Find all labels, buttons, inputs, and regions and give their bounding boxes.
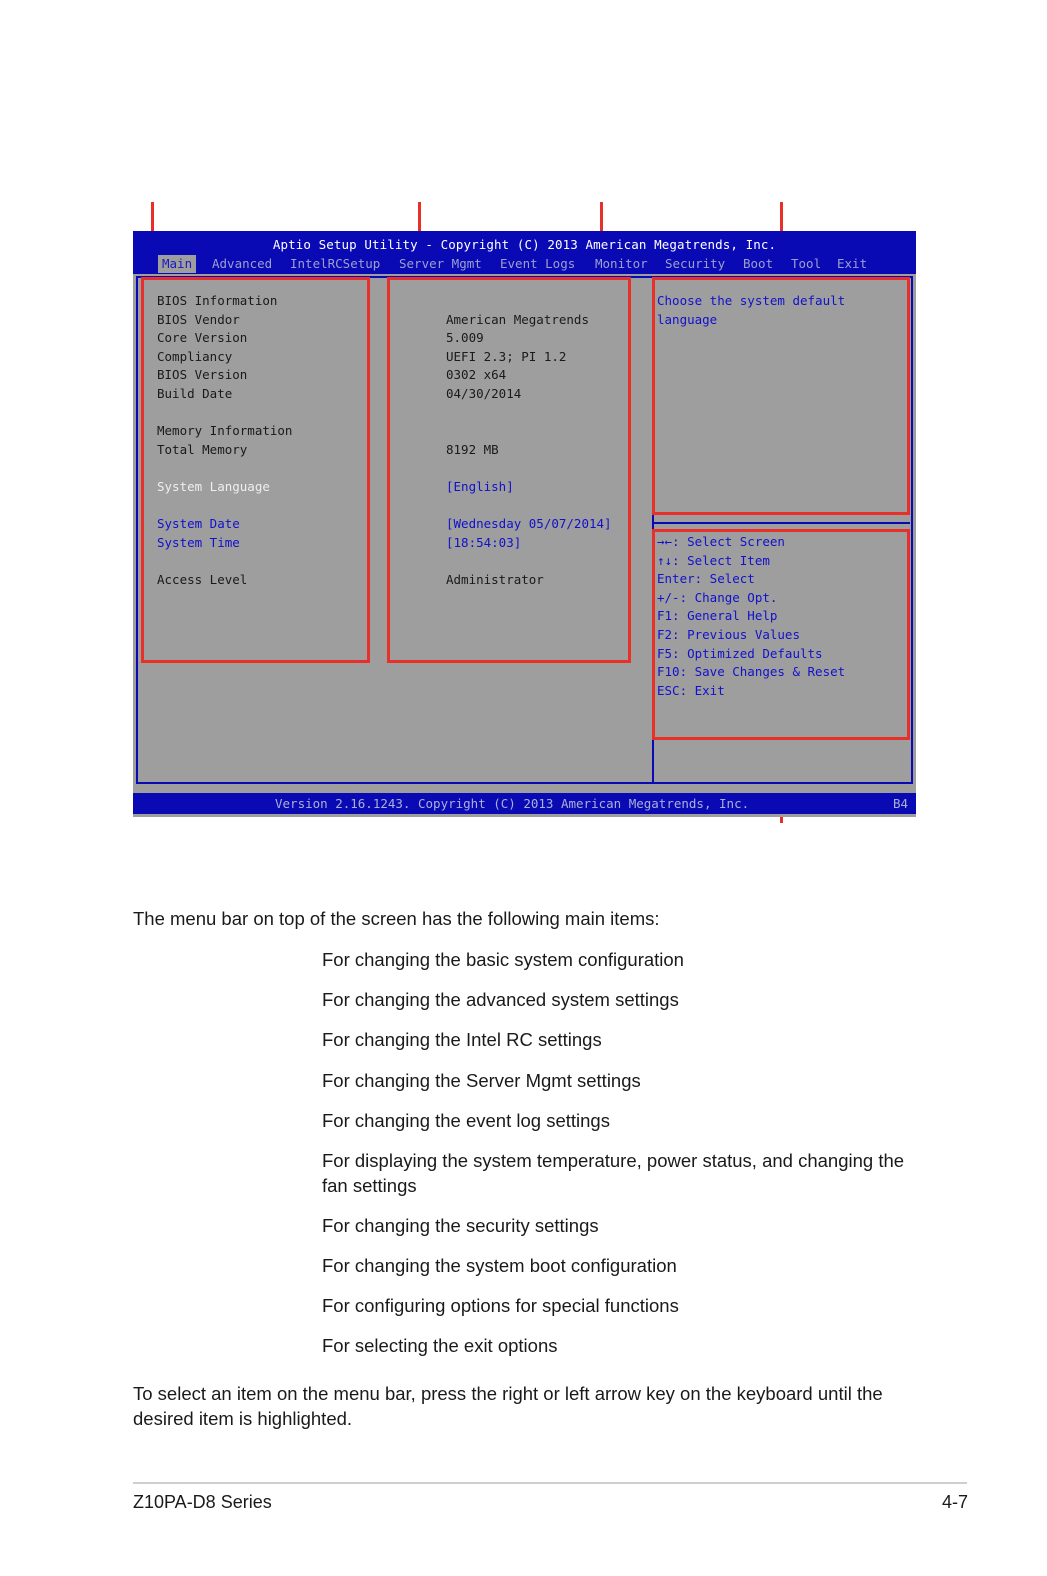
value-system-language[interactable]: [English] xyxy=(446,479,514,494)
value-build-date: 04/30/2014 xyxy=(446,386,522,401)
key-optimized-defaults: F5: Optimized Defaults xyxy=(657,646,823,661)
value-system-date[interactable]: [Wednesday 05/07/2014] xyxy=(446,516,612,531)
key-esc-exit: ESC: Exit xyxy=(657,683,725,698)
desc-boot: For changing the system boot configuration xyxy=(322,1255,677,1276)
label-core-version: Core Version xyxy=(157,330,248,345)
tab-boot[interactable]: Boot xyxy=(743,256,774,271)
bios-menu-bar xyxy=(133,253,916,274)
desc-intelrcsetup: For changing the Intel RC settings xyxy=(322,1029,602,1050)
footer-model: Z10PA-D8 Series xyxy=(133,1492,272,1512)
item-system-language[interactable]: System Language xyxy=(157,479,270,494)
tab-security[interactable]: Security xyxy=(665,256,726,271)
key-save-reset: F10: Save Changes & Reset xyxy=(657,664,846,679)
desc-main: For changing the basic system configuration xyxy=(322,949,684,970)
bios-title: Aptio Setup Utility - Copyright (C) 2013 American Megatrends, Inc. xyxy=(133,231,916,253)
value-compliancy: UEFI 2.3; PI 1.2 xyxy=(446,349,567,364)
item-system-date[interactable]: System Date xyxy=(157,516,240,531)
callout-box-help xyxy=(652,277,910,515)
tab-server-mgmt[interactable]: Server Mgmt xyxy=(399,256,482,271)
label-bios-information: BIOS Information xyxy=(157,293,278,308)
desc-server-mgmt: For changing the Server Mgmt settings xyxy=(322,1070,641,1091)
tab-event-logs[interactable]: Event Logs xyxy=(500,256,576,271)
callout-box-nav-keys xyxy=(652,529,910,740)
footer-divider xyxy=(133,1482,967,1484)
value-core-version: 5.009 xyxy=(446,330,484,345)
desc-monitor: For displaying the system temperature, power status, and changing the fan settings xyxy=(322,1150,905,1196)
label-total-memory: Total Memory xyxy=(157,442,248,457)
tab-monitor[interactable]: Monitor xyxy=(595,256,648,271)
help-text-line-1: Choose the system default xyxy=(657,293,846,308)
key-previous-values: F2: Previous Values xyxy=(657,627,800,642)
key-select-item: ↑↓: Select Item xyxy=(657,553,770,568)
label-bios-version: BIOS Version xyxy=(157,367,248,382)
key-general-help: F1: General Help xyxy=(657,608,778,623)
desc-advanced: For changing the advanced system settings xyxy=(322,989,679,1010)
value-total-memory: 8192 MB xyxy=(446,442,499,457)
tab-advanced[interactable]: Advanced xyxy=(212,256,273,271)
bios-footer xyxy=(133,793,916,814)
label-build-date: Build Date xyxy=(157,386,233,401)
callout-box-values xyxy=(387,277,631,663)
desc-security: For changing the security settings xyxy=(322,1215,599,1236)
tab-tool[interactable]: Tool xyxy=(791,256,822,271)
outro-text: To select an item on the menu bar, press the right or left arrow key on the keyboard until the desired item is highlighted. xyxy=(133,1383,883,1429)
footer-page-number: 4-7 xyxy=(942,1492,969,1512)
label-memory-information: Memory Information xyxy=(157,423,293,438)
key-change-opt: +/-: Change Opt. xyxy=(657,590,778,605)
value-access-level: Administrator xyxy=(446,572,544,587)
label-access-level: Access Level xyxy=(157,572,248,587)
intro-text: The menu bar on top of the screen has the following main items: xyxy=(133,908,660,929)
desc-exit: For selecting the exit options xyxy=(322,1335,558,1356)
bios-footer-version: Version 2.16.1243. Copyright (C) 2013 American Megatrends, Inc. xyxy=(275,796,750,811)
help-panel-hline xyxy=(654,522,910,524)
tab-exit[interactable]: Exit xyxy=(837,256,868,271)
item-system-time[interactable]: System Time xyxy=(157,535,240,550)
desc-tool: For configuring options for special functions xyxy=(322,1295,679,1316)
callout-box-menu-items xyxy=(141,277,370,663)
key-enter-select: Enter: Select xyxy=(657,571,755,586)
help-text-line-2: language xyxy=(657,312,718,327)
label-compliancy: Compliancy xyxy=(157,349,233,364)
value-bios-version: 0302 x64 xyxy=(446,367,507,382)
value-system-time[interactable]: [18:54:03] xyxy=(446,535,522,550)
label-bios-vendor: BIOS Vendor xyxy=(157,312,240,327)
key-select-screen: →←: Select Screen xyxy=(657,534,785,549)
value-bios-vendor: American Megatrends xyxy=(446,312,589,327)
tab-intelrcsetup[interactable]: IntelRCSetup xyxy=(290,256,381,271)
tab-main[interactable]: Main xyxy=(158,255,196,273)
bios-footer-code: B4 xyxy=(892,796,908,811)
desc-event-logs: For changing the event log settings xyxy=(322,1110,610,1131)
